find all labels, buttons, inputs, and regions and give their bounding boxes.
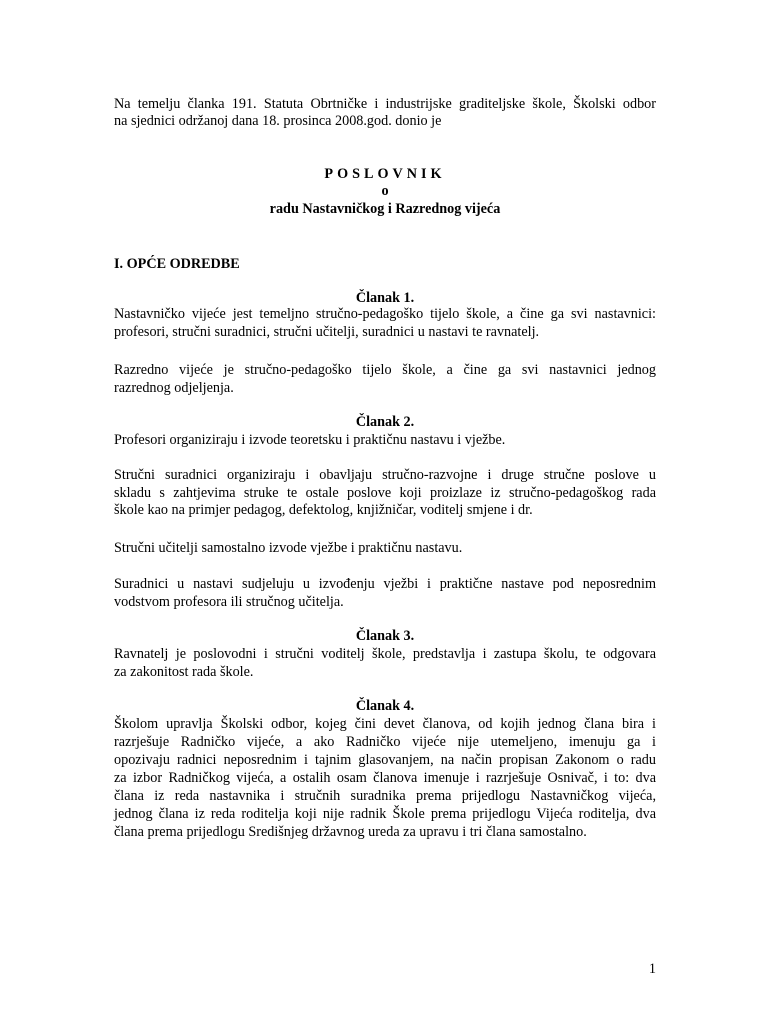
paragraph-line: Stručni učitelji samostalno izvode vježbe i praktičnu nastavu. — [114, 540, 463, 556]
paragraph-line: jednog člana iz reda roditelja koji nije radnik Škole prema prijedlogu Vijeća roditelja, dva — [114, 806, 656, 822]
paragraph-line: skladu s zahtjevima struke te ostale poslove koji proizlaze iz stručno-pedagoškog rada — [114, 485, 656, 501]
section-heading: I. OPĆE ODREDBE — [114, 256, 240, 272]
paragraph-line: za izbor Radničkog vijeća, a ostalih osam članova imenuje i razrješuje Osnivač, i to: dva — [114, 770, 656, 786]
document-title: POSLOVNIK — [324, 166, 446, 182]
document-subtitle: radu Nastavničkog i Razrednog vijeća — [269, 201, 501, 217]
paragraph-line: člana prema prijedlogu Središnjeg državnog ureda za upravu i tri člana samostalno. — [114, 824, 587, 840]
paragraph-line: Školom upravlja Školski odbor, kojeg čini devet članova, od kojih jednog člana bira i — [114, 716, 656, 732]
preamble-line-2: na sjednici održanoj dana 18. prosinca 2008.god. donio je — [114, 113, 442, 129]
paragraph-line: opozivaju radnici neposrednim i tajnim glasovanjem, na način propisan Zakonom o radu — [114, 752, 656, 768]
paragraph-line: Ravnatelj je poslovodni i stručni voditelj škole, predstavlja i zastupa školu, te odgovara — [114, 646, 656, 662]
paragraph-line: Razredno vijeće je stručno-pedagoško tijelo škole, a čine ga svi nastavnici jednog — [114, 362, 656, 378]
article-heading-2: Članak 2. — [355, 414, 415, 430]
article-heading-1: Članak 1. — [355, 290, 415, 306]
paragraph-line: za zakonitost rada škole. — [114, 664, 254, 680]
paragraph-line: člana iz reda nastavnika i stručnih suradnika prema prijedlogu Nastavničkog vijeća, — [114, 788, 656, 804]
paragraph-line: škole kao na primjer pedagog, defektolog, knjižničar, voditelj smjene i dr. — [114, 502, 533, 518]
paragraph-line: Profesori organiziraju i izvode teoretsku i praktičnu nastavu i vježbe. — [114, 432, 506, 448]
title-connector: o — [381, 183, 389, 199]
paragraph-line: Nastavničko vijeće jest temeljno stručno-pedagoško tijelo škole, a čine ga svi nastavnici: — [114, 306, 656, 322]
paragraph-line: razrješuje Radničko vijeće, a ako Radničko vijeće nije utemeljeno, imenuju ga i — [114, 734, 656, 750]
article-heading-3: Članak 3. — [355, 628, 415, 644]
page-number: 1 — [648, 961, 656, 977]
paragraph-line: vodstvom profesora ili stručnog učitelja. — [114, 594, 344, 610]
article-heading-4: Članak 4. — [355, 698, 415, 714]
paragraph-line: razrednog odjeljenja. — [114, 380, 234, 396]
preamble-line-1: Na temelju članka 191. Statuta Obrtničke i industrijske graditeljske škole, Školski odbor — [114, 96, 656, 112]
paragraph-line: Stručni suradnici organiziraju i obavljaju stručno-razvojne i druge stručne poslove u — [114, 467, 656, 483]
paragraph-line: profesori, stručni suradnici, stručni učitelji, suradnici u nastavi te ravnatelj. — [114, 324, 540, 340]
paragraph-line: Suradnici u nastavi sudjeluju u izvođenju vježbi i praktične nastave pod neposrednim — [114, 576, 656, 592]
